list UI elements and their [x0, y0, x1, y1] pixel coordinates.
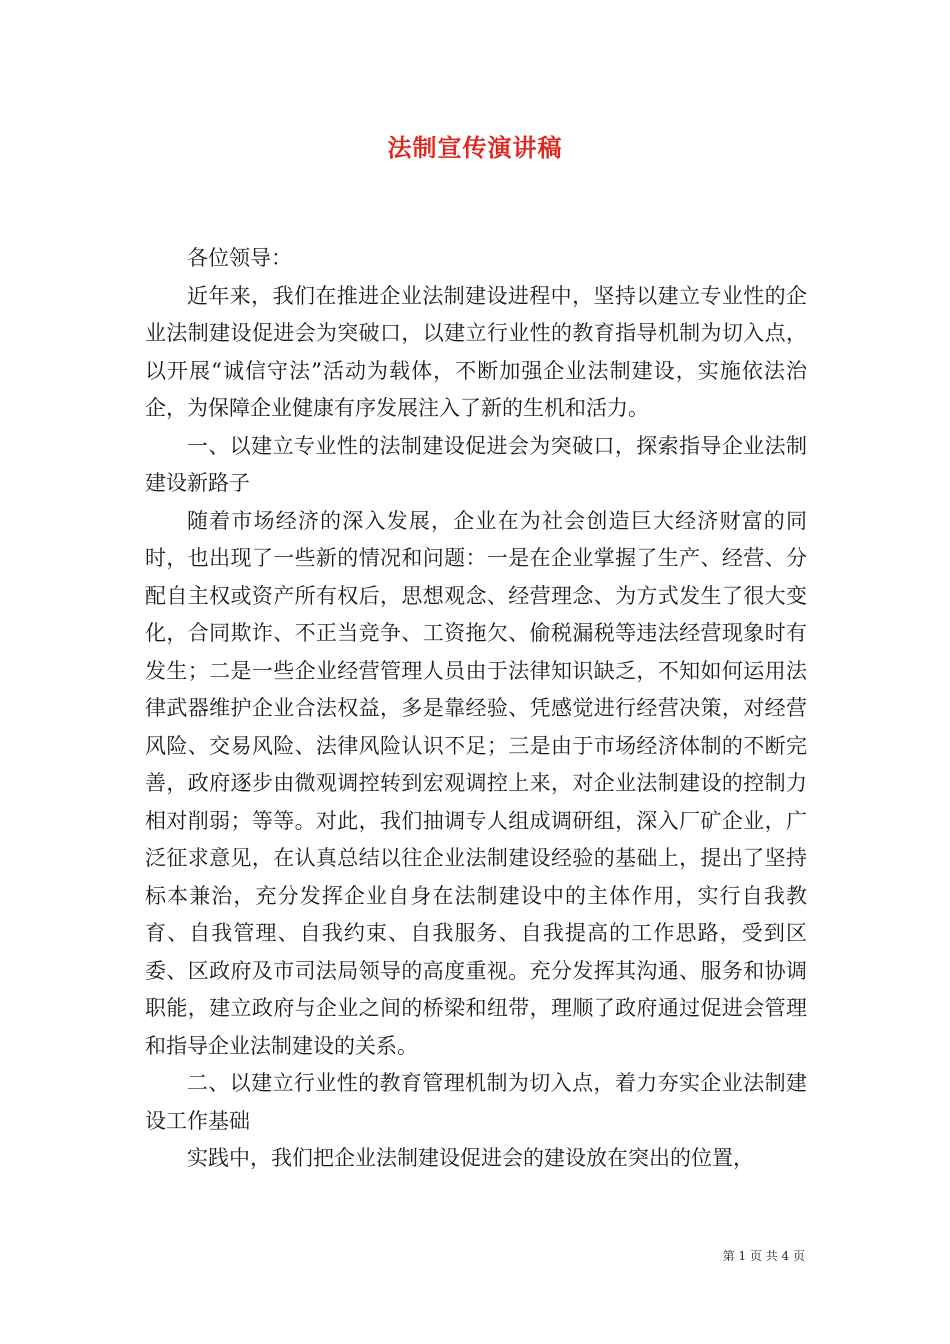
document-title: 法制宣传演讲稿: [387, 133, 563, 162]
section-heading-2: 二、以建立行业性的教育管理机制为切入点，着力夯实企业法制建设工作基础: [145, 1071, 807, 1133]
intro-paragraph: 近年来，我们在推进企业法制建设进程中，坚持以建立专业性的企业法制建设促进会为突破口，以建立行业性的教育指导机制为切入点，以开展“诚信守法”活动为载体，不断加强企业法制建设，实施依法治企，为保障企业健康有序发展注入了新的生机和活力。: [145, 283, 807, 420]
page-number-footer: 第 1 页 共 4 页: [722, 1249, 805, 1263]
salutation-paragraph: 各位领导：: [187, 246, 292, 270]
document-body: [145, 240, 807, 1178]
section-1-paragraph: 随着市场经济的深入发展，企业在为社会创造巨大经济财富的同时，也出现了一些新的情况和问题：一是在企业掌握了生产、经营、分配自主权或资产所有权后，思想观念、经营理念、为方式发生了很大变化，合同欺诈、不正当竞争、工资拖欠、偷税漏税等违法经营现象时有发生；二是一些企业经营管理人员由于法律知识缺乏，不知如何运用法律武器维护企业合法权益，多是靠经验、凭感觉进行经营决策，对经营风险、交易风险、法律风险认识不足；三是由于市场经济体制的不断完善，政府逐步由微观调控转到宏观调控上来，对企业法制建设的控制力相对削弱；等等。对此，我们抽调专人组成调研组，深入厂矿企业，广泛征求意见，在认真总结以往企业法制建设经验的基础上，提出了坚持标本兼治，充分发挥企业自身在法制建设中的主体作用，实行自我教育、自我管理、自我约束、自我服务、自我提高的工作思路，受到区委、区政府及市司法局领导的高度重视。充分发挥其沟通、服务和协调职能，建立政府与企业之间的桥梁和纽带，理顺了政府通过促进会管理和指导企业法制建设的关系。: [145, 508, 807, 1058]
section-heading-1: 一、以建立专业性的法制建设促进会为突破口，探索指导企业法制建设新路子: [145, 433, 807, 495]
section-2-paragraph: 实践中，我们把企业法制建设促进会的建设放在突出的位置，: [187, 1146, 754, 1170]
